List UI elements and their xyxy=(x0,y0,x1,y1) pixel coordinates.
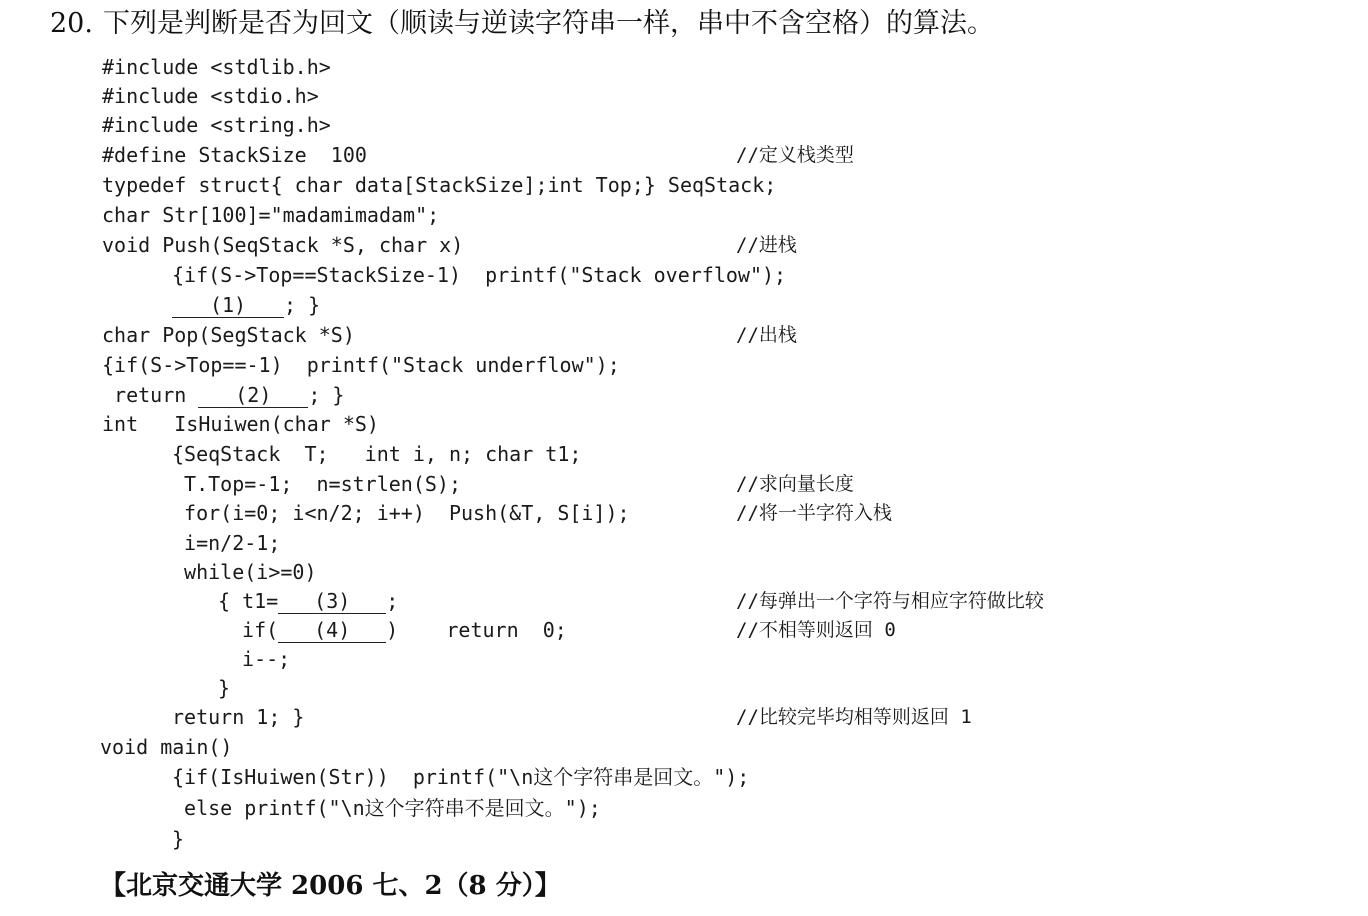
source-citation: 【北京交通大学 2006 七、2（8 分）】 xyxy=(100,871,561,901)
code-text: {if(IsHuiwen(Str)) printf("\n这个字符串是回文。"); xyxy=(172,765,750,789)
code-text: for(i=0; i<n/2; i++) Push(&T, S[i]); xyxy=(172,501,630,525)
question-heading xyxy=(50,4,994,44)
code-comment: //出栈 xyxy=(736,324,797,346)
code-line xyxy=(172,702,304,732)
code-line xyxy=(218,586,398,616)
code-line xyxy=(102,81,319,111)
code-text: ) return 0; xyxy=(386,618,567,642)
code-text: #include <string.h> xyxy=(102,113,331,137)
code-line xyxy=(172,498,630,528)
code-comment: //不相等则返回 0 xyxy=(736,619,896,641)
code-text: {SeqStack T; int i, n; char t1; xyxy=(172,442,582,466)
code-text: int IsHuiwen(char *S) xyxy=(102,412,379,436)
fill-in-blank-4: (4) xyxy=(278,618,386,643)
code-text: } xyxy=(218,676,231,700)
code-text: while(i>=0) xyxy=(172,560,317,584)
code-text: } xyxy=(172,827,185,851)
code-line xyxy=(230,615,567,645)
code-line xyxy=(172,824,184,854)
code-text: else printf("\n这个字符串不是回文。"); xyxy=(172,796,601,820)
code-line xyxy=(102,230,463,260)
code-text: return 1; } xyxy=(172,705,305,729)
code-text: void Push(SeqStack *S, char x) xyxy=(102,233,464,257)
code-comment: //将一半字符入栈 xyxy=(736,502,892,524)
code-line xyxy=(172,290,320,320)
code-line xyxy=(102,380,344,410)
code-text: T.Top=-1; n=strlen(S); xyxy=(172,472,461,496)
code-text: i--; xyxy=(230,647,291,671)
code-line xyxy=(102,200,439,230)
code-text: { t1= xyxy=(218,589,279,613)
code-line xyxy=(230,644,290,674)
code-line xyxy=(102,140,367,170)
code-line xyxy=(172,557,317,587)
code-text: ; xyxy=(386,589,399,613)
code-text: {if(S->Top==-1) printf("Stack underflow"); xyxy=(102,353,620,377)
code-line xyxy=(102,52,331,82)
code-text: ; } xyxy=(284,293,321,317)
code-line xyxy=(172,469,461,499)
code-text: char Pop(SegStack *S) xyxy=(102,323,355,347)
question-text: 下列是判断是否为回文（顺读与逆读字符串一样，串中不含空格）的算法。 xyxy=(102,8,994,39)
code-line xyxy=(172,528,280,558)
code-text: if( xyxy=(230,618,279,642)
code-text: i=n/2-1; xyxy=(172,531,281,555)
code-text: #define StackSize 100 xyxy=(102,143,367,167)
code-text: char Str[100]="madamimadam"; xyxy=(102,203,440,227)
code-line xyxy=(102,320,355,350)
code-text: {if(S->Top==StackSize-1) printf("Stack overflow"); xyxy=(172,263,787,287)
code-line xyxy=(102,350,620,380)
code-line xyxy=(172,793,601,823)
fill-in-blank-3: (3) xyxy=(278,589,386,614)
code-line xyxy=(172,762,749,792)
code-comment: //每弹出一个字符与相应字符做比较 xyxy=(736,590,1044,612)
code-comment: //进栈 xyxy=(736,234,797,256)
fill-in-blank-2: (2) xyxy=(198,383,308,408)
code-line xyxy=(172,260,786,290)
code-text: #include <stdlib.h> xyxy=(102,55,331,79)
code-text: ; } xyxy=(308,383,345,407)
code-text: typedef struct{ char data[StackSize];int Top;} SeqStack; xyxy=(102,173,777,197)
fill-in-blank-1: (1) xyxy=(172,293,284,318)
code-comment: //定义栈类型 xyxy=(736,144,854,166)
code-line xyxy=(102,409,379,439)
code-text: return xyxy=(102,383,199,407)
code-text: #include <stdio.h> xyxy=(102,84,319,108)
code-line xyxy=(102,170,776,200)
question-number: 20. xyxy=(50,8,93,39)
code-line xyxy=(218,673,230,703)
code-text: void main() xyxy=(100,735,233,759)
code-line xyxy=(172,439,581,469)
code-line xyxy=(102,110,331,140)
code-comment: //求向量长度 xyxy=(736,473,854,495)
code-line xyxy=(100,732,232,762)
code-comment: //比较完毕均相等则返回 1 xyxy=(736,706,972,728)
